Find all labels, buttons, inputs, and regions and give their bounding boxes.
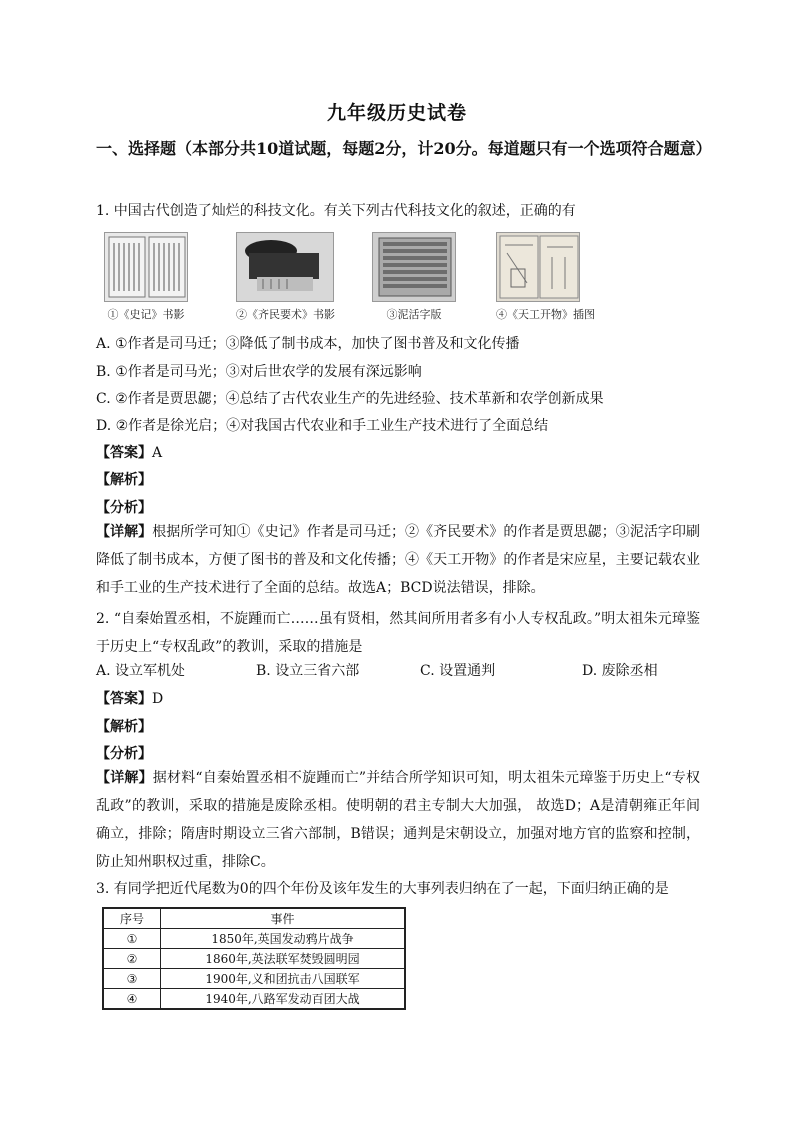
figure-qimin — [236, 232, 334, 322]
detail-text: 根据所学可知①《史记》作者是司马迁；②《齐民要术》的作者是贾思勰；③泥活字印刷降低了制书成本，方便了图书的普及和文化传播；④《天工开物》的作者是宋应星，主要记载农业和手工业的生产技术进行了全面的总结。故选A；BCD说法错误，排除。 — [96, 524, 701, 596]
q1-detail — [96, 518, 700, 602]
answer-tag: 【答案】 — [96, 691, 152, 707]
table-row — [103, 949, 405, 969]
table-cell: ② — [103, 949, 161, 969]
q1-figures — [100, 232, 610, 324]
table-cell: 1850年,英国发动鸦片战争 — [161, 929, 406, 949]
figure-caption: ②《齐民要术》书影 — [236, 308, 335, 321]
answer-value: A — [152, 445, 163, 461]
table-header-row — [103, 908, 405, 929]
q2-option-a: A. 设立军机处 — [96, 663, 186, 679]
page-title: 九年级历史试卷 — [326, 102, 467, 124]
table-cell: 1860年,英法联军焚毁圆明园 — [161, 949, 406, 969]
detail-tag: 【详解】 — [96, 524, 153, 540]
shiji-image — [104, 232, 188, 302]
figure-caption: ③泥活字版 — [386, 308, 442, 321]
qimin-image — [236, 232, 334, 302]
events-table — [102, 907, 406, 1010]
detail-text: 据材料“自秦始置丞相不旋踵而亡”并结合所学知识可知，明太祖朱元璋鉴于历史上“专权乱政”的教训，采取的措施是废除丞相。使明朝的君主专制大大加强， 故选D；A是清朝雍正年间确立，排除；隋唐时期设立三省六部制，B错误；通判是宋朝设立，加强对地方官的监察和控制，防止知州职权过重，排除C。 — [96, 770, 700, 870]
q1-option-c: C. ②作者是贾思勰；④总结了古代农业生产的先进经验、技术革新和农学创新成果 — [96, 391, 604, 407]
figure-caption: ①《史记》书影 — [107, 308, 185, 321]
table-cell: ① — [103, 929, 161, 949]
q1-jiexi: 【解析】 — [96, 472, 152, 488]
table-cell: 1900年,义和团抗击八国联军 — [161, 969, 406, 989]
q1-fenxi: 【分析】 — [96, 500, 152, 516]
figure-caption: ④《天工开物》插图 — [496, 308, 595, 321]
q3-stem: 3. 有同学把近代尾数为0的四个年份及该年发生的大事列表归纳在了一起，下面归纳正确的是 — [96, 881, 669, 897]
figure-tiangong — [496, 232, 595, 322]
table-cell: ④ — [103, 989, 161, 1010]
tiangong-image — [496, 232, 580, 302]
clay-type-image — [372, 232, 456, 302]
table-row — [103, 989, 405, 1010]
q1-option-a: A. ①作者是司马迁；③降低了制书成本，加快了图书普及和文化传播 — [96, 336, 520, 352]
q1-option-d: D. ②作者是徐光启；④对我国古代农业和手工业生产技术进行了全面总结 — [96, 418, 549, 434]
answer-tag: 【答案】 — [96, 445, 152, 461]
section-heading: 一、选择题（本部分共10道试题，每题2分，计20分。每道题只有一个选项符合题意） — [96, 139, 712, 158]
q1-answer — [96, 442, 162, 462]
table-header: 序号 — [103, 908, 161, 929]
answer-value: D — [152, 691, 164, 707]
q2-jiexi: 【解析】 — [96, 719, 152, 735]
table-cell: 1940年,八路军发动百团大战 — [161, 989, 406, 1010]
q2-answer — [96, 688, 163, 708]
q2-fenxi: 【分析】 — [96, 746, 152, 762]
table-cell: ③ — [103, 969, 161, 989]
q1-stem: 1. 中国古代创造了灿烂的科技文化。有关下列古代科技文化的叙述，正确的有 — [96, 203, 576, 219]
q2-option-d: D. 废除丞相 — [582, 663, 658, 679]
figure-shiji — [104, 232, 188, 322]
table-row — [103, 929, 405, 949]
detail-tag: 【详解】 — [96, 770, 153, 786]
table-row — [103, 969, 405, 989]
table-header: 事件 — [161, 908, 406, 929]
q2-option-b: B. 设立三省六部 — [256, 663, 360, 679]
q2-option-c: C. 设置通判 — [420, 663, 496, 679]
q2-stem: 2. “自秦始置丞相，不旋踵而亡……虽有贤相，然其间所用者多有小人专权乱政。”明太祖朱元璋鉴于历史上“专权乱政”的教训，采取的措施是 — [96, 611, 700, 655]
figure-clay-type — [372, 232, 456, 322]
q2-detail — [96, 764, 700, 876]
q1-option-b: B. ①作者是司马光；③对后世农学的发展有深远影响 — [96, 364, 422, 380]
